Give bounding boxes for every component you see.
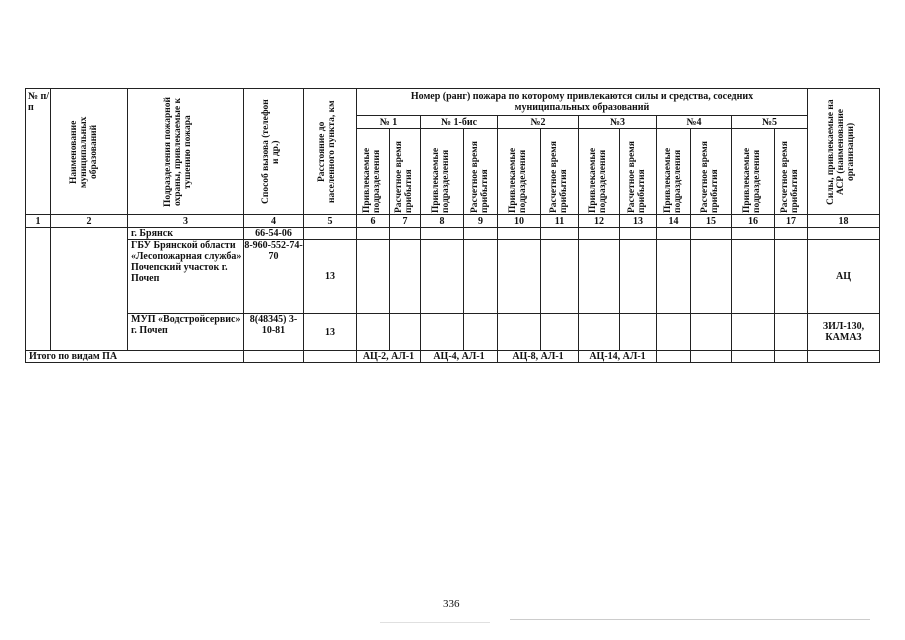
asr-forces: ЗИЛ-130, КАМАЗ [808, 314, 880, 351]
distance: 13 [304, 240, 357, 314]
subheader-time-label: Расчетное время прибытия [548, 140, 569, 213]
column-number: 4 [244, 215, 304, 228]
page-number: 336 [443, 598, 460, 610]
call-method: 66-54-06 [244, 228, 304, 240]
header-rank-4: №4 [657, 116, 732, 129]
subheader-units [421, 129, 464, 215]
header-num-label: № п/п [28, 91, 50, 113]
header-rank-group-label: Номер (ранг) пожара по которому привлекаются силы и средства, соседних муниципальных образований [410, 91, 754, 113]
subheader-units-label: Привлекаемые подразделения [588, 147, 608, 213]
unit-name: г. Брянск [128, 228, 244, 240]
subheader-units [357, 129, 390, 215]
header-asr-forces [808, 89, 880, 215]
header-rank-1bis: № 1-бис [421, 116, 498, 129]
totals-rank-1: АЦ-2, АЛ-1 [357, 351, 421, 363]
column-number: 13 [620, 215, 657, 228]
header-distance [304, 89, 357, 215]
header-units-label: Подразделения пожарной охраны, привлекаемые к тушению пожара [163, 96, 193, 207]
subheader-units [657, 129, 691, 215]
fire-forces-table [25, 88, 880, 363]
header-call-method [244, 89, 304, 215]
unit-name: МУП «Водстройсервис» г. Почеп [128, 314, 244, 351]
column-number: 3 [128, 215, 244, 228]
column-number: 9 [464, 215, 498, 228]
subheader-units-label: Привлекаемые подразделения [362, 147, 382, 213]
subheader-units [579, 129, 620, 215]
scan-artifact [380, 622, 490, 623]
header-rank-2: №2 [498, 116, 579, 129]
header-rank-3: №3 [579, 116, 657, 129]
header-num [26, 89, 51, 215]
column-number: 8 [421, 215, 464, 228]
header-call-method-label: Способ вызова (телефон и др.) [260, 99, 281, 204]
totals-rank-2: АЦ-8, АЛ-1 [498, 351, 579, 363]
column-number: 7 [390, 215, 421, 228]
column-number: 17 [775, 215, 808, 228]
column-number: 1 [26, 215, 51, 228]
subheader-units-label: Привлекаемые подразделения [662, 147, 683, 213]
column-number: 12 [579, 215, 620, 228]
subheader-time-label: Расчетное время прибытия [700, 140, 720, 213]
column-number-row [26, 215, 880, 228]
subheader-time [691, 129, 732, 215]
subheader-time [390, 129, 421, 215]
subheader-time-label: Расчетное время прибытия [627, 140, 647, 213]
column-number: 5 [304, 215, 357, 228]
subheader-time [464, 129, 498, 215]
totals-rank-3: АЦ-14, АЛ-1 [579, 351, 657, 363]
distance: 13 [304, 314, 357, 351]
column-number: 11 [541, 215, 579, 228]
subheader-time-label: Расчетное время прибытия [780, 140, 800, 213]
column-number: 2 [51, 215, 128, 228]
subheader-time-label: Расчетное время прибытия [469, 140, 490, 213]
totals-label: Итого по видам ПА [26, 351, 244, 363]
subheader-units-label: Привлекаемые подразделения [508, 147, 528, 213]
column-number: 14 [657, 215, 691, 228]
distance [304, 228, 357, 240]
totals-row [26, 351, 880, 363]
header-municipality-label: Наименование муниципальных образований [69, 115, 99, 188]
column-number: 6 [357, 215, 390, 228]
subheader-units-label: Привлекаемые подразделения [431, 147, 451, 213]
header-municipality [51, 89, 128, 215]
header-units [128, 89, 244, 215]
asr-forces [808, 228, 880, 240]
totals-rank-1bis: АЦ-4, АЛ-1 [421, 351, 498, 363]
subheader-time [775, 129, 808, 215]
header-distance-label: Расстояние до населенного пункта, км [317, 100, 337, 203]
call-method: 8-960-552-74-70 [244, 240, 304, 314]
header-rank-5: №5 [732, 116, 808, 129]
subheader-time-label: Расчетное время прибытия [394, 140, 414, 213]
header-rank-1: № 1 [357, 116, 421, 129]
scan-artifact [510, 619, 870, 620]
subheader-units-label: Привлекаемые подразделения [742, 147, 762, 213]
column-number: 16 [732, 215, 775, 228]
column-number: 10 [498, 215, 541, 228]
asr-forces: АЦ [808, 240, 880, 314]
table-row [26, 314, 880, 351]
header-asr-forces-label: Силы, привлекаемые на АСР (наименование организации) [825, 98, 856, 205]
table-row [26, 228, 880, 240]
header-rank-group [357, 89, 808, 116]
subheader-time [620, 129, 657, 215]
subheader-units [732, 129, 775, 215]
call-method: 8(48345) 3-10-81 [244, 314, 304, 351]
subheader-units [498, 129, 541, 215]
unit-name: ГБУ Брянской области «Лесопожарная служба» Почепский участок г. Почеп [128, 240, 244, 314]
subheader-time [541, 129, 579, 215]
column-number: 15 [691, 215, 732, 228]
table-row [26, 240, 880, 314]
column-number: 18 [808, 215, 880, 228]
